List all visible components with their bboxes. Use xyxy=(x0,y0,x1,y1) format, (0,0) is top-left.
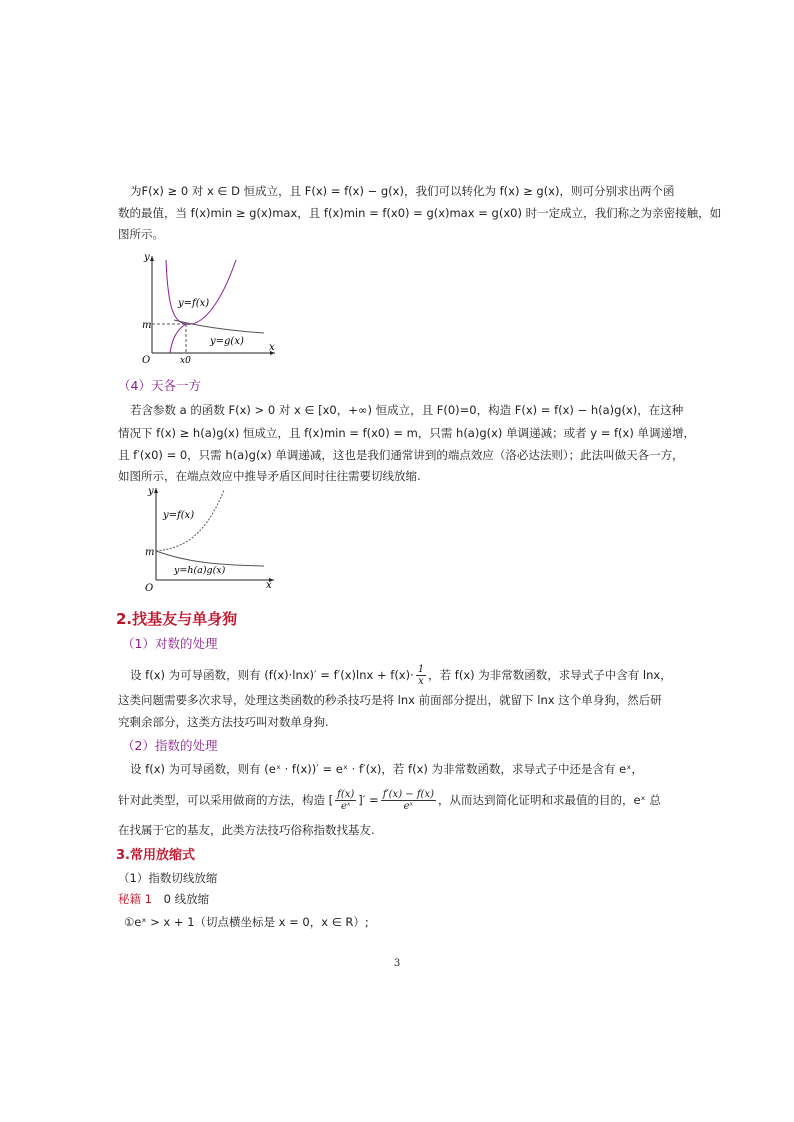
fig1-m-label: m xyxy=(142,320,152,331)
sec4-line4: 如图所示，在端点效应中推导矛盾区间时往往需要切线放缩. xyxy=(118,469,421,483)
item1: ①eˣ > x + 1（切点横坐标是 x = 0，x ∈ R）; xyxy=(124,915,369,929)
fraction-f-over-ex: $\frac{f(x)}{\text{eˣ}}$ xyxy=(337,789,355,812)
fig2-f-label: y=f(x) xyxy=(163,510,195,521)
para1-line2: 数的最值，当 f(x)min ≥ g(x)max，且 f(x)min = f(x0) = g(x)max = g(x0) 时一定成立，我们称之为亲密接触，如 xyxy=(118,206,722,220)
sec4-line1: 若含参数 a 的函数 F(x) > 0 对 x ∈ [x0，+∞) 恒成立，且 F(0)=0，构造 F(x) = f(x) − h(a)g(x)，在这种 xyxy=(130,403,684,417)
fig1-x-label: x xyxy=(269,342,275,353)
fraction-one-over-x: $\frac{1}{x}$ xyxy=(417,664,425,687)
sub1-line1-b: ，若 f(x) 为非常数函数，求导式子中含有 lnx， xyxy=(428,668,672,682)
sub1-line2: 这类问题需要多次求导，处理这类函数的秒杀技巧是将 lnx 前面部分提出，就留下 lnx 这个单身狗，然后研 xyxy=(118,693,662,707)
sub2-line2-a: 针对此类型，可以采用做商的方法，构造 [ xyxy=(118,793,334,807)
sub2-line2 xyxy=(118,787,661,813)
y-axis-arrow xyxy=(150,256,154,261)
para1-line3: 图所示。 xyxy=(118,227,164,241)
tip-text: 0 线放缩 xyxy=(163,892,210,906)
curve-f-lower xyxy=(170,324,186,353)
sec4-title: （4）天各一方 xyxy=(118,378,201,393)
page-number: 3 xyxy=(393,958,401,969)
figure-endpoint-effect xyxy=(136,484,281,599)
fraction-derivative: $\frac{f'(x) - f(x)}{\text{eˣ}}$ xyxy=(382,789,434,812)
sub2-line2-c: ，从而达到简化证明和求最值的目的，eˣ 总 xyxy=(437,793,661,807)
sub2-line1: 设 f(x) 为可导函数，则有 (eˣ · f(x))′ = eˣ · f′(x)，若 f(x) 为非常数函数，求导式子中还是含有 eˣ， xyxy=(130,762,643,776)
sub1-line3: 究剩余部分，这类方法技巧叫对数单身狗. xyxy=(118,715,329,729)
figure-tangent-curves xyxy=(130,250,280,365)
fig2-m-label: m xyxy=(145,547,155,558)
sec4-line3: 且 f′(x0) = 0，只需 h(a)g(x) 单调递减，这也是我们通常讲到的端点效应（洛必达法则）；此法叫做天各一方， xyxy=(118,448,684,462)
fig1-g-label: y=g(x) xyxy=(210,336,244,347)
sub2-line3: 在找属于它的基友，此类方法技巧俗称指数找基友. xyxy=(118,823,375,837)
sub1-title: （1）对数的处理 xyxy=(122,636,218,651)
fig2-y-label: y xyxy=(148,486,154,497)
curve-hg xyxy=(156,551,264,566)
sub2-title: （2）指数的处理 xyxy=(122,738,218,753)
curve-g xyxy=(174,320,264,333)
y-axis-arrow xyxy=(154,488,158,493)
fig2-origin-label: O xyxy=(145,583,154,594)
sec4-line2: 情况下 f(x) ≥ h(a)g(x) 恒成立，且 f(x)min = f(x0) = m，只需 h(a)g(x) 单调递减；或者 y = f(x) 单调递增， xyxy=(118,426,695,440)
sub2-line2-b: ]′ = xyxy=(358,793,379,807)
tip-label: 秘籍 1 xyxy=(118,892,152,906)
para1-line1: 为F(x) ≥ 0 对 x ∈ D 恒成立，且 F(x) = f(x) − g(x)，我们可以转化为 f(x) ≥ g(x)，则可分别求出两个函 xyxy=(130,184,675,198)
fig2-h-label: y=h(a)g(x) xyxy=(174,565,226,576)
sub1-line1-a: 设 f(x) 为可导函数，则有 (f(x)·lnx)′ = f′(x)lnx + f(x)· xyxy=(130,668,414,682)
tip-line xyxy=(118,891,209,907)
sec3-sub: （1）指数切线放缩 xyxy=(118,871,218,885)
fig1-x0-label: x0 xyxy=(180,356,191,365)
sec2-title: 2.找基友与单身狗 xyxy=(116,610,238,628)
sub1-line1 xyxy=(130,664,672,687)
fig1-origin-label: O xyxy=(142,355,151,365)
fig1-y-label: y xyxy=(144,252,150,263)
curve-f xyxy=(166,260,236,324)
fig1-f-label: y=f(x) xyxy=(178,298,210,309)
sec3-title: 3.常用放缩式 xyxy=(116,848,195,863)
fig2-x-label: x xyxy=(266,580,272,591)
